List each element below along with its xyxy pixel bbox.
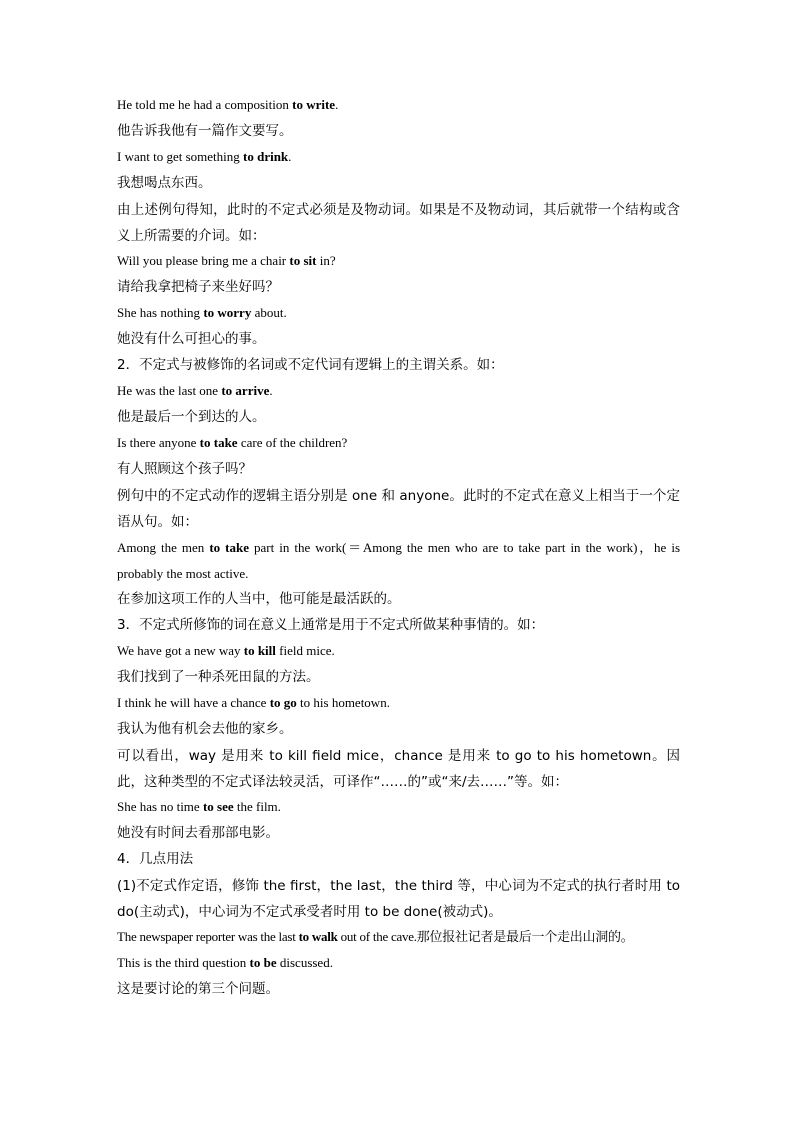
section-heading: 3．不定式所修饰的词在意义上通常是用于不定式所做某种事情的。如： — [117, 617, 545, 633]
translation: 他告诉我他有一篇作文要写。 — [117, 123, 293, 139]
example-sentence: This is the third question to be discussed. — [117, 955, 333, 970]
example-sentence: He was the last one to arrive. — [117, 383, 273, 398]
example-sentence: I think he will have a chance to go to his hometown. — [117, 695, 390, 710]
explanation-paragraph: (1)不定式作定语，修饰 the first，the last，the third 等，中心词为不定式的执行者时用 to do(主动式)，中心词为不定式承受者时用 to be done(被动式)。 — [117, 878, 680, 920]
example-sentence: I want to get something to drink. — [117, 149, 292, 164]
translation: 这是要讨论的第三个问题。 — [117, 981, 279, 997]
translation: 她没有时间去看那部电影。 — [117, 825, 279, 841]
translation: 我想喝点东西。 — [117, 175, 212, 191]
explanation-paragraph: 由上述例句得知，此时的不定式必须是及物动词。如果是不及物动词，其后就带一个结构或含义上所需要的介词。如： — [117, 202, 680, 244]
example-sentence: Is there anyone to take care of the children? — [117, 435, 348, 450]
example-sentence: She has no time to see the film. — [117, 799, 281, 814]
translation: 她没有什么可担心的事。 — [117, 331, 266, 347]
example-sentence: Among the men to take part in the work(＝Among the men who are to take part in the work)，he is probably the most active. — [117, 540, 680, 581]
translation: 我认为他有机会去他的家乡。 — [117, 721, 293, 737]
section-heading: 2．不定式与被修饰的名词或不定代词有逻辑上的主谓关系。如： — [117, 357, 504, 373]
section-heading: 4．几点用法 — [117, 851, 194, 867]
explanation-paragraph: 例句中的不定式动作的逻辑主语分别是 one 和 anyone。此时的不定式在意义上相当于一个定语从句。如： — [117, 488, 680, 530]
translation: 有人照顾这个孩子吗？ — [117, 461, 252, 477]
example-sentence: The newspaper reporter was the last to walk out of the cave.那位报社记者是最后一个走出山洞的。 — [117, 929, 634, 944]
translation: 我们找到了一种杀死田鼠的方法。 — [117, 669, 320, 685]
example-sentence: We have got a new way to kill field mice. — [117, 643, 335, 658]
translation: 他是最后一个到达的人。 — [117, 409, 266, 425]
document-body — [117, 93, 680, 1003]
example-sentence: He told me he had a composition to write. — [117, 97, 339, 112]
example-sentence: She has nothing to worry about. — [117, 305, 287, 320]
explanation-paragraph: 可以看出，way 是用来 to kill field mice，chance 是用来 to go to his hometown。因此，这种类型的不定式译法较灵活，可译作“……的”或“来/去……”等。如： — [117, 748, 680, 790]
translation: 在参加这项工作的人当中，他可能是最活跃的。 — [117, 591, 401, 607]
translation: 请给我拿把椅子来坐好吗？ — [117, 279, 279, 295]
example-sentence: Will you please bring me a chair to sit in? — [117, 253, 336, 268]
